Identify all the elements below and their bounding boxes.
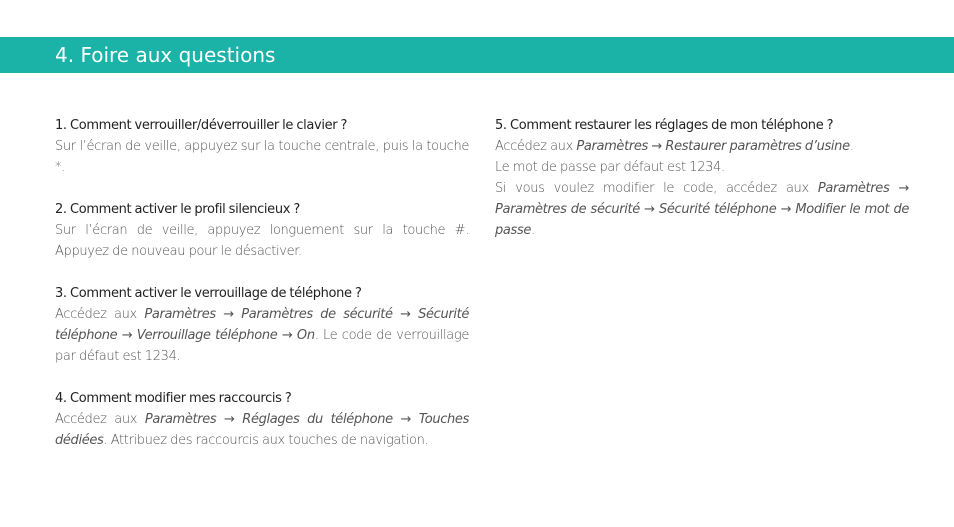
faq-answer (55, 304, 469, 367)
answer-suffix: . (849, 139, 854, 154)
faq-column-left (55, 115, 469, 472)
faq-question: 2. Comment activer le profil silencieux ? (55, 202, 300, 217)
faq-item-2 (55, 199, 469, 262)
answer-line-1 (495, 136, 909, 157)
menu-path: Paramètres → Paramètres de sécurité → Sécurité téléphone → Verrouillage téléphone → On (55, 307, 469, 343)
faq-answer: Sur l’écran de veille, appuyez sur la touche centrale, puis la touche *. (55, 139, 469, 175)
answer-suffix: . Le code de verrouillage par défaut est 1234. (55, 328, 469, 364)
answer-prefix: Accédez aux (495, 139, 577, 154)
faq-item-4 (55, 388, 469, 451)
page-title: 4. Foire aux questions (55, 43, 276, 67)
faq-answer (495, 136, 909, 241)
answer-line-3 (495, 178, 909, 241)
menu-path: Paramètres → Paramètres de sécurité → Sécurité téléphone → Modifier le mot de passe (495, 181, 909, 238)
answer-prefix: Accédez aux (55, 307, 145, 322)
faq-item-5 (495, 115, 909, 241)
faq-question: 4. Comment modifier mes raccourcis ? (55, 391, 292, 406)
faq-answer: Sur l’écran de veille, appuyez longuement sur la touche #. Appuyez de nouveau pour le désactiver. (55, 223, 469, 259)
section-header (0, 37, 954, 73)
faq-item-1 (55, 115, 469, 178)
menu-path: Paramètres → Restaurer paramètres d’usine (576, 139, 850, 154)
answer-prefix: Accédez aux (55, 412, 145, 427)
faq-question: 1. Comment verrouiller/déverrouiller le clavier ? (55, 118, 348, 133)
faq-column-right (495, 115, 909, 262)
faq-question: 5. Comment restaurer les réglages de mon téléphone ? (495, 118, 834, 133)
faq-item-3 (55, 283, 469, 367)
answer-prefix: Si vous voulez modifier le code, accédez aux (495, 181, 818, 196)
answer-suffix: . (531, 223, 535, 238)
answer-suffix: . Attribuez des raccourcis aux touches de navigation. (103, 433, 429, 448)
faq-question: 3. Comment activer le verrouillage de téléphone ? (55, 286, 362, 301)
answer-line-2: Le mot de passe par défaut est 1234. (495, 160, 725, 175)
faq-answer (55, 409, 469, 451)
menu-path: Paramètres → Réglages du téléphone → Touches dédiées (55, 412, 469, 448)
